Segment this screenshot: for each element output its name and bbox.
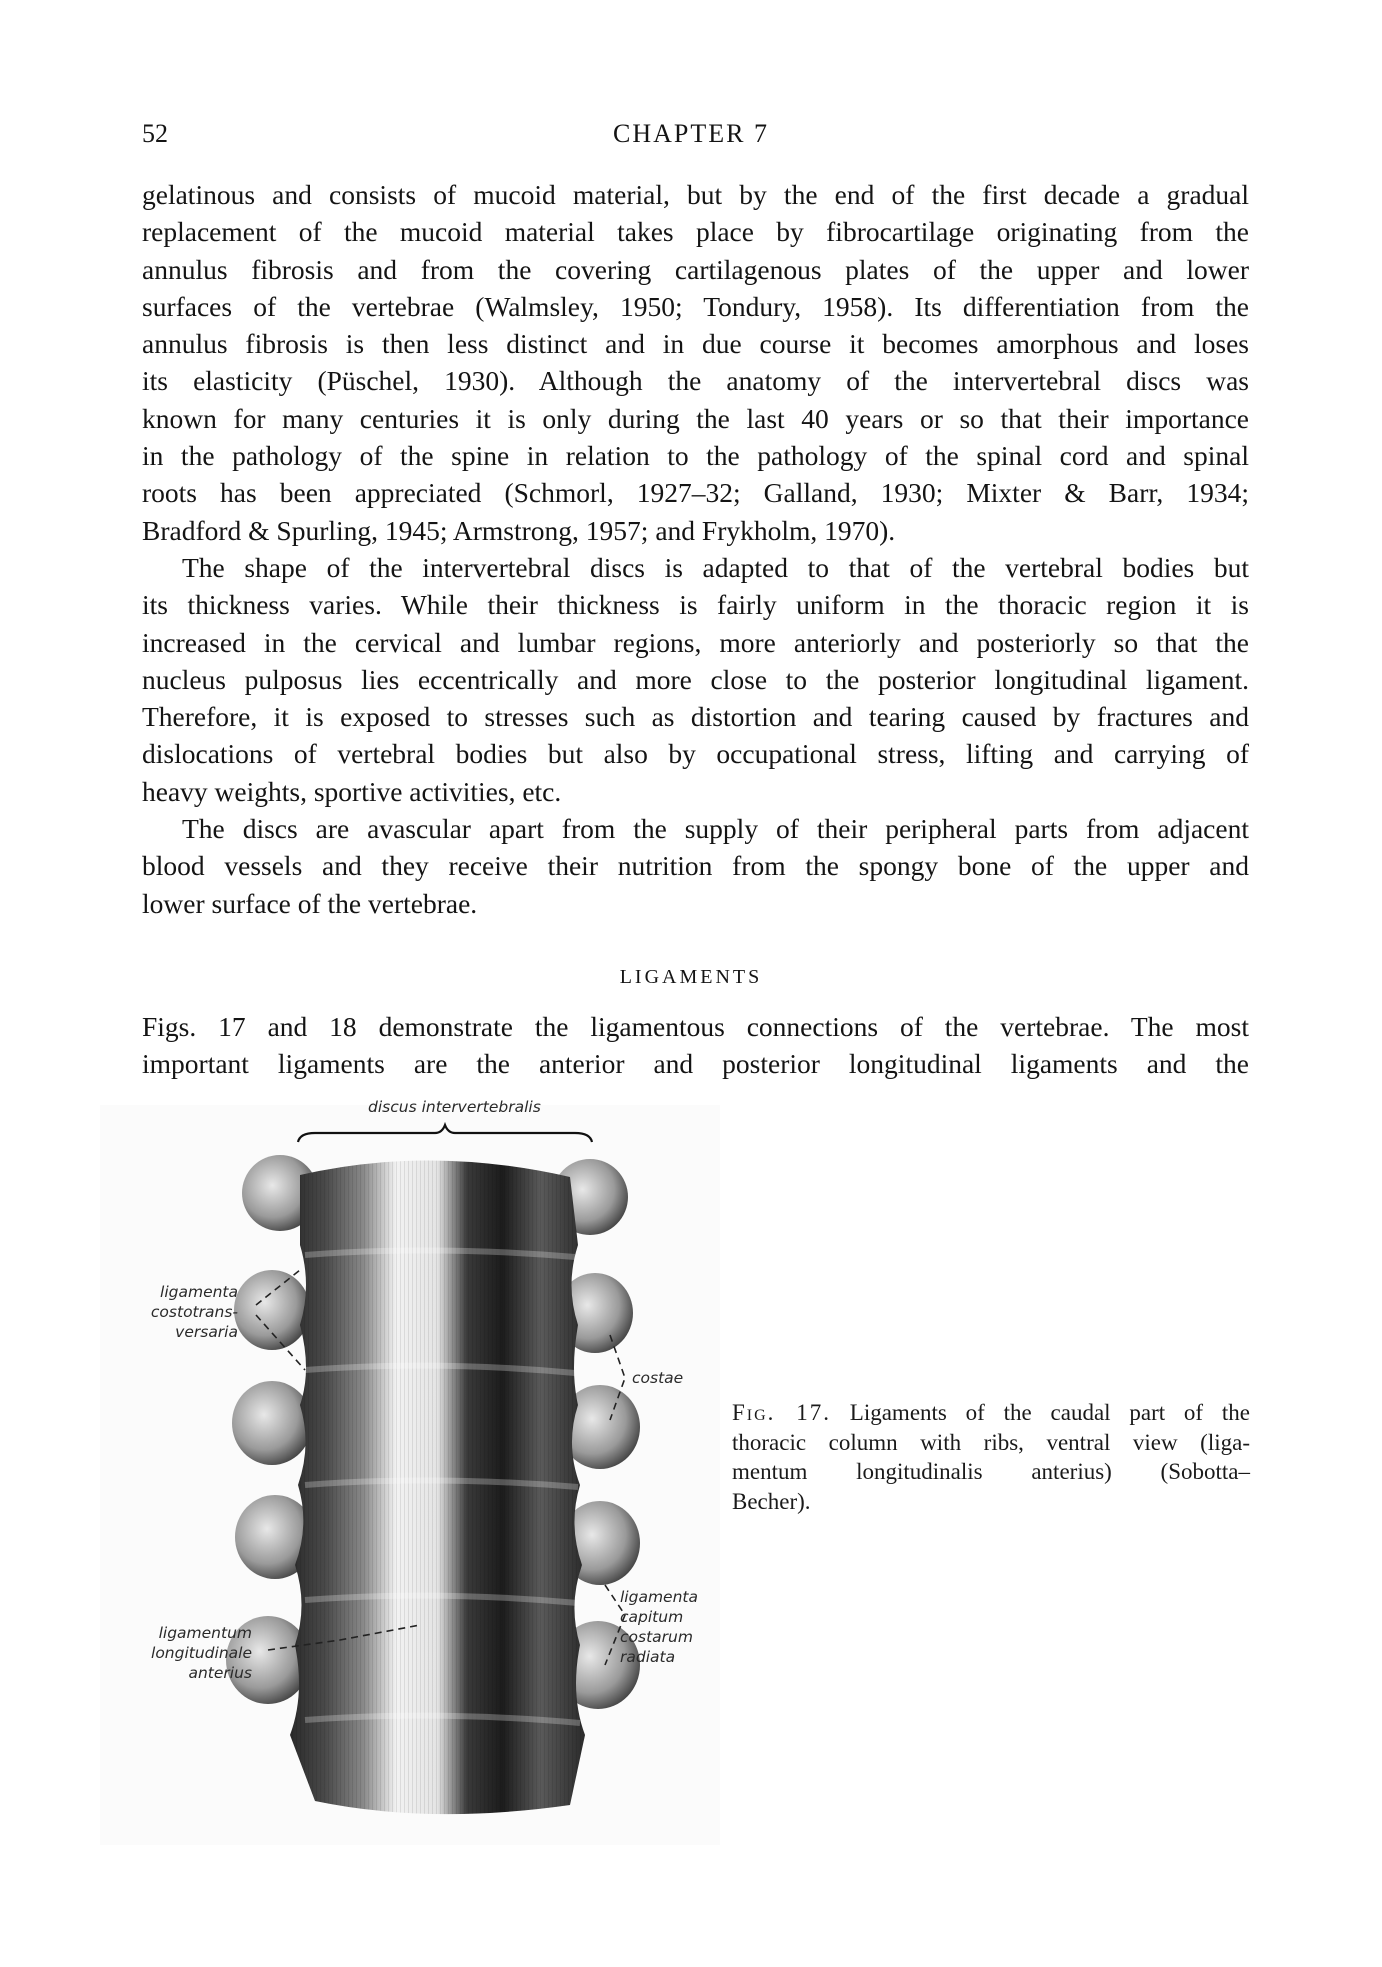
discus-brace (298, 1125, 592, 1142)
text-line: blood vessels and they receive their nutrition from the spongy bone of the upper and (142, 850, 1249, 882)
label-line: costotrans- (150, 1303, 238, 1321)
text-line: increased in the cervical and lumbar regions, more anteriorly and posteriorly so that the (142, 626, 1249, 658)
caption-line: Becher). (732, 1488, 811, 1514)
text-line: The discs are avascular apart from the supply of their peripheral parts from adjacent (182, 813, 1249, 844)
text-line: Bradford & Spurling, 1945; Armstrong, 1957; and Frykholm, 1970). (142, 514, 896, 546)
label-line: longitudinale (151, 1644, 252, 1662)
caption-line (732, 1398, 1250, 1428)
text-line: surfaces of the vertebrae (Walmsley, 1950; Tondury, 1958). Its differentiation from the (142, 290, 1249, 322)
label-line: ligamentum (158, 1624, 252, 1642)
text-line: known for many centuries it is only during the last 40 years or so that their importance (142, 402, 1249, 434)
label-line: ligamenta (620, 1588, 698, 1606)
text-line: important ligaments are the anterior and posterior longitudinal ligaments and the (142, 1048, 1249, 1080)
label-line: radiata (620, 1648, 676, 1666)
text-line: annulus fibrosis and from the covering cartilagenous plates of the upper and lower (142, 253, 1249, 285)
label-ligamenta-capitum-costarum-radiata (620, 1587, 698, 1667)
label-line: versaria (175, 1323, 238, 1341)
figure-number: Fig. 17. (732, 1400, 831, 1425)
spine-illustration (100, 1085, 720, 1845)
paragraph-3 (142, 810, 1249, 922)
caption-line: thoracic column with ribs, ventral view (liga- (732, 1429, 1250, 1455)
label-ligamentum-longitudinale-anterius (120, 1623, 252, 1683)
label-discus-intervertebralis: discus intervertebralis (368, 1098, 541, 1116)
text-line: heavy weights, sportive activities, etc. (142, 775, 562, 807)
text-line: annulus fibrosis is then less distinct and in due course it becomes amorphous and loses (142, 328, 1249, 360)
text-line: nucleus pulposus lies eccentrically and more close to the posterior longitudinal ligament. (142, 663, 1249, 695)
running-head: CHAPTER 7 (613, 119, 769, 148)
text-line: replacement of the mucoid material takes place by fibrocartilage originating from the (142, 216, 1249, 248)
text-line: roots has been appreciated (Schmorl, 1927–32; Galland, 1930; Mixter & Barr, 1934; (142, 477, 1249, 509)
label-line: ligamenta (160, 1283, 238, 1301)
label-ligamenta-costotransversaria (120, 1282, 238, 1342)
page-number: 52 (142, 119, 168, 148)
text-line: gelatinous and consists of mucoid material, but by the end of the first decade a gradual (142, 179, 1249, 210)
figure-caption (732, 1398, 1250, 1516)
caption-line: mentum longitudinalis anterius) (Sobotta– (732, 1459, 1250, 1484)
label-line: capitum (620, 1608, 684, 1626)
text-line: in the pathology of the spine in relation to the pathology of the spinal cord and spinal (142, 440, 1249, 472)
label-costae: costae (632, 1369, 684, 1387)
text-line: dislocations of vertebral bodies but also by occupational stress, lifting and carrying of (142, 738, 1249, 770)
figure-17 (100, 1085, 720, 1845)
label-line: anterius (188, 1664, 252, 1682)
text-line: Therefore, it is exposed to stresses such as distortion and tearing caused by fractures and (142, 701, 1249, 733)
text-line: The shape of the intervertebral discs is adapted to that of the vertebral bodies but (182, 552, 1249, 583)
text-line: Figs. 17 and 18 demonstrate the ligamentous connections of the vertebrae. The most (142, 1011, 1249, 1042)
paragraph-2 (142, 549, 1249, 810)
section-heading: LIGAMENTS (619, 966, 763, 988)
caption-text: Ligaments of the caudal part of the (830, 1400, 1250, 1425)
text-line: its elasticity (Püschel, 1930). Although the anatomy of the intervertebral discs was (142, 365, 1249, 397)
label-line: costarum (620, 1628, 693, 1646)
text-line: lower surface of the vertebrae. (142, 887, 478, 919)
text-line: its thickness varies. While their thickness is fairly uniform in the thoracic region it is (142, 589, 1249, 621)
paragraph-1 (142, 176, 1249, 549)
paragraph-ligaments (142, 1008, 1249, 1083)
